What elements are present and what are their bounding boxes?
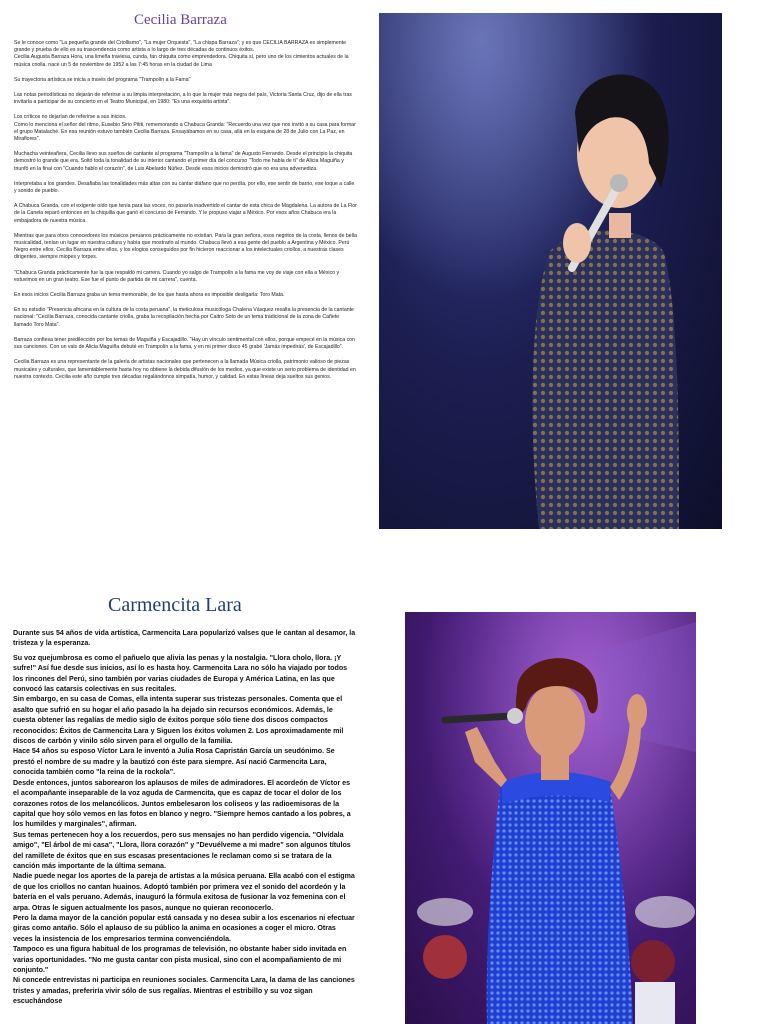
hand — [563, 223, 591, 263]
singer-photo — [405, 612, 696, 1024]
microphone — [445, 716, 511, 720]
paragraph: Su voz quejumbrosa es como el pañuelo que alivia las penas y la nostalgia. "Llora cholo, llora. ¡Y sufre!" Así fue desde sus inicios, así lo es hasta hoy. Carmencita Lara no sólo ha viajado por todos los rincones del Perú, sino también por varias ciudades de Europa y América Latina, en las que convocó las catarsis colectivas en sus recitales. Sin embargo, en su casa de Comas, ella intenta superar sus tristezas personales. Comenta que el asalto que sufrió en su hogar el año pasado la ha dejado sin recursos económicos. Además, le cuesta obtener las regalías de medio siglo de éxitos porque sólo tiene dos discos compactos reconocidos: Éxitos de Carmencita Lara y Siguen los éxitos volumen 2. Los aproximadamente mil discos de carbón y vinilo sólo sirven para el orgullo de la familia. Hace 54 años su esposo Víctor Lara le inventó a Julia Rosa Capristán García un seudónimo. Se prestó el nombre de su madre y la bautizó con éste para siempre. Así nació Carmencita Lara, conocida también como "la reina de la rockola". Desde entonces, juntos saborearon los aplausos de miles de admiradores. El acordeón de Víctor es el acompañante inseparable de la voz aguda de Carmencita, que es capaz de tocar el dolor de los corazones rotos de los melancólicos. Juntos embelesaron los coliseos y las radioemisoras de la capital que hoy sólo vemos en las fotos en blanco y negro. "Siempre hemos cantado a los pobres, a los humildes y marginales", afirman. Sus temas pertenecen hoy a los recuerdos, pero sus mensajes no han perdido vigencia. "Olvídala amigo", "El árbol de mi casa", "Llora, llora corazón" y "Devuélveme a mi madre" son algunos títulos del ramillete de éxitos que en sus escasas presentaciones le reclaman como si se tratara de la canción más importante de la última semana. Nadie puede negar los aportes de la pareja de artistas a la música peruana. Ella acabó con el estigma de que los criollos no cantan huainos. Adoptó también por primera vez el sonido del acordeón y la batería en el vals peruano. Además, inauguró la fórmula exitosa de fusionar la voz femenina con el arpa. Otras le siguen actualmente los pasos, aunque no quieran reconocerlo. Pero la dama mayor de la canción popular está cansada y no desea subir a los escenarios ni efectuar giras como antaño. Sólo el aplauso de su público la anima en ocasiones a coger el micro. Otras veces la insistencia de los empresarios termina convenciéndola. Tampoco es una figura habitual de los programas de televisión, no obstante haber sido invitada en varias oportunidades. "No me gusta cantar con pista musical, sino con el acompañamiento de mi conjunto." Ni concede entrevistas ni participa en reuniones sociales. Carmencita Lara, la dama de las canciones tristes y amadas, preferiría vivir sólo de sus regalías. Mientras el estribillo y su voz sigan escuchándose — [13, 653, 355, 1006]
paragraph: Las notas periodísticas no dejarán de referirse a su limpia interpretación, a lo que la mujer más negra del país, Victoria Santa Cruz, dijo de ella tras invitarla a participar de su concierto en el Teatro Municipal, en 1980: "Es una exquisita artista". — [14, 92, 352, 106]
article-title: Carmencita Lara — [108, 594, 242, 616]
paragraph: Mientras que para otros conocedores los músicos peruanos prácticamente no existían. Para la gran señora, esos negritos de la costa, llenos de bella musicalidad, tenían un lugar en nuestra cultura y había que mostrarlo al mundo. Chabuca llevó a esa gente del pueblo a Argentina y México. Perú Negro entre ellos. Cecilia Barraza entre ellos, y los elogios conseguidos por fin hicieron reaccionar a los intelectuales criollos, a nuestras clases dirigentes, siempre miopes y torpes. — [14, 232, 357, 261]
paragraph: En su estudio "Presencia africana en la cultura de la costa peruana", la meticulosa musicóloga Chalena Vásquez resalta la presencia de la cantante nacional: "Cecilia Barraza, conocida cantante criolla, graba la recopilación hecha por Caitro Soto de un tema tradicional de la zona de Cañete llamado Toro Mata". — [14, 307, 354, 328]
article-carmencita-lara — [0, 580, 768, 1024]
paragraph: Los críticos no dejarían de referirse a sus inicios. Como lo menciona el señor del ritmo, Eusebio Sirio Pititi, rememorando a Chabuca Granda: "Recuerdo una vez que nos invitó a su casa para formar el grupo Matalaché. En esa reunión estuvo también Cecilia Barraza. Ensayábamos en su casa, allá en la esquina de 28 de Julio con La Paz, en Miraflores". — [14, 114, 356, 143]
paragraph: Barraza confiesa tener predilección por los temas de Maguiña y Escajadillo. "Hay un vínculo sentimental con ellos, porque empecé en la música con sus canciones. Con un vals de Alicia Maguiña debuté en Trampolín a la fama, y en mi primer disco 45 grabé 'Jamás impedirás', de Escajadillo". — [14, 336, 355, 351]
paragraph: Se le conoce como "La pequeña grande del Criollismo", "La mujer Orquesta", "La chispa Barraza"; y es que CECILIA BARRAZA es simplemente grande y prueba de ello es su trascendencia como artista a lo largo de tres décadas de continuos éxitos. Cecilia Augusta Barraza Hora, una limeña traviesa, cunda, fan chiquita como emprendedora. Chiquita sí, pero uno de los cimientos actuales de la música criolla. nace un 5 de noviembre de 1952 a las 7:45 horas en la ciudad de Lima — [14, 40, 349, 68]
paragraph: A Chabuca Granda, con el exigente oído que tenía para las voces, no pasaría inadvertido el cantar de esta chica de Magdalena. La autora de La Flor de la Canela reparó entonces en la chiquilla que ganó el concurso de Ferrando. Y le propuso viajar a México. Por esos años Chabuca era la embajadora de nuestra música. — [14, 203, 357, 224]
dress — [487, 787, 633, 1024]
paragraph: Muchacha veinteañera, Cecilia llevo sus sueños de cantante al programa "Trampolín a la fama" de Augusto Ferrando. Desde el principio la chiquita demostró lo grande que era. Soltó toda la tonalidad de su interior cantando el primer día del concurso "Todo me habla de ti" de Alicia Maguiña y triunfó en la final con "Cuando hablo el corazón", de Luis Abelardo Núñez. Desde esos inicios demostró que no era una advenediza. — [14, 151, 353, 172]
article-title: Cecilia Barraza — [134, 12, 227, 28]
paragraph: En esos inicios Cecilia Barraza graba un tema memorable, de los que hasta ahora es imposible desligarla: Toro Mata. — [14, 292, 285, 299]
singer-illustration — [379, 13, 722, 529]
article-body — [13, 628, 356, 1011]
singer-illustration — [405, 612, 696, 1024]
singer-photo — [379, 13, 722, 529]
paragraph: Su trayectoria artística se inicia a través del programa "Trampolín a la Fama" — [14, 76, 191, 83]
paragraph: Cecilia Barraza es una representante de la galería de artistas nacionales que pertenecen a la llamada Música criolla, patrimonio valioso de piezas musicales y culturales, que lamentablemente hasta hoy no obtiene la debida difusión de los medios, ya que existe un serio problema de identidad en nuestra contexto. Cecilia este año cumple tres décadas regalándonos simpatía, humor, y calidad. En estas líneas deja sueltos sus genios. — [14, 359, 356, 380]
audience-member — [423, 935, 467, 979]
article-body — [14, 40, 358, 389]
raised-hand — [627, 694, 647, 730]
paragraph: "Chabuca Granda prácticamente fue la que respaldó mi carrera. Cuando yo salgo de Trampolín a la fama me voy de viaje con ella a México y estuvimos en un gran teatro. Ese fue el punto de partida de mi carrera", cuenta. — [14, 269, 340, 283]
face — [525, 684, 585, 760]
paragraph: Interpretaba a los grandes. Desafiaba las tonalidades más altas con su cantar diáfano que no perdía, por ello, ese sentir de barrio, ese toque a calle y sonido de pueblo. — [14, 180, 355, 195]
audience-member — [631, 940, 675, 984]
paragraph: Durante sus 54 años de vida artística, Carmencita Lara popularizó valses que le cantan al desamor, la tristeza y la esperanza. — [13, 629, 356, 648]
